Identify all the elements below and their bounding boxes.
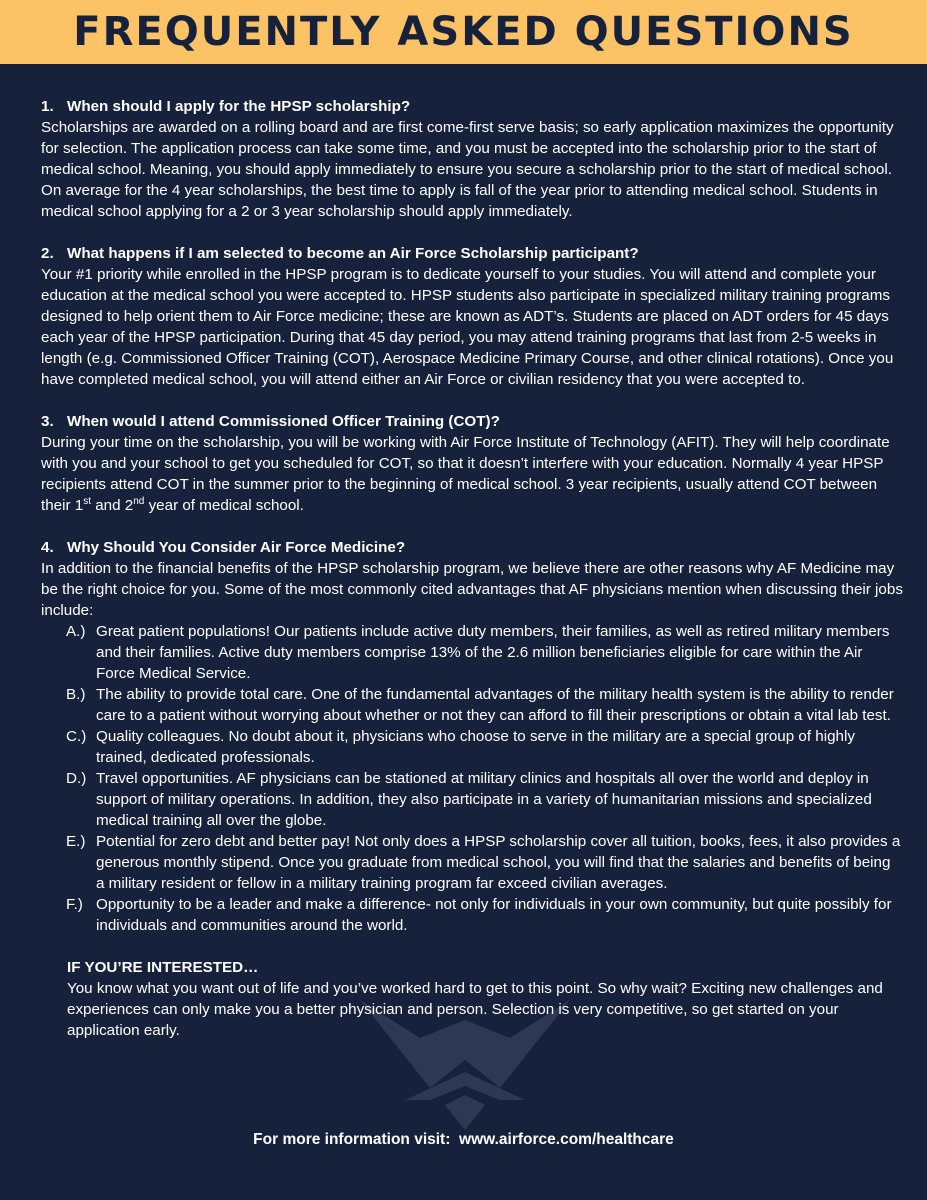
answer-text: Scholarships are awarded on a rolling board and are first come-first serve basis; so early application maximizes the opportunity for selection. The application process can take some time, and you must be accepted into the scholarship prior to the start of medical school. Meaning, you should apply immediately to ensure you secure a scholarship prior to the start of medical school. On average for the 4 year scholarships, the best time to apply is fall of the year prior to attending medical school. Students in medical school applying for a 2 or 3 year scholarship should apply immediately. [41, 119, 894, 220]
list-item: B.) The ability to provide total care. One of the fundamental advantages of the military health system is the ability to render care to a patient without worrying about whether or not they can afford to fill their prescriptions or obtain a vital lab test. [66, 686, 894, 724]
interested-section [67, 957, 903, 1041]
list-item: E.) Potential for zero debt and better pay! Not only does a HPSP scholarship cover all tuition, books, fees, it also provides a generous monthly stipend. Once you graduate from medical school, you will find that the salaries and benefits of being a military resident or fellow in a military training program far exceed civilian averages. [66, 833, 901, 892]
answer-text: In addition to the financial benefits of the HPSP scholarship program, we believe there are other reasons why AF Medicine may be the right choice for you. Some of the most commonly cited advantages that AF physicians mention when discussing their jobs include: [41, 560, 903, 619]
faq-item-4 [41, 537, 903, 936]
list-item: D.) Travel opportunities. AF physicians can be stationed at military clinics and hospitals all over the world and deploy in support of military operations. In addition, they also participate in a variety of humanitarian missions and specialized medical training all over the globe. [66, 770, 872, 829]
interested-heading: IF YOU’RE INTERESTED… [67, 959, 259, 976]
footer [0, 1131, 927, 1149]
interested-text: You know what you want out of life and you’ve worked hard to get to this point. So why wait? Exciting new challenges and experiences can only make you a better physician and person. Selection is very competitive, so get started on your application early. [67, 980, 883, 1039]
question-title: 4. Why Should You Consider Air Force Medicine? [41, 539, 406, 556]
footer-label: For more information visit: [253, 1131, 451, 1148]
faq-item-1 [41, 96, 903, 222]
list-item: C.) Quality colleagues. No doubt about it, physicians who choose to serve in the military are a special group of highly trained, dedicated professionals. [66, 728, 855, 766]
faq-content [41, 96, 903, 1041]
title-banner [0, 0, 927, 64]
advantages-list [41, 621, 903, 936]
faq-item-3 [41, 411, 903, 516]
question-title: 3. When would I attend Commissioned Officer Training (COT)? [41, 413, 500, 430]
list-item: F.) Opportunity to be a leader and make a difference- not only for individuals in your own community, but quite possibly for individuals and communities around the world. [66, 896, 892, 934]
page-title: FREQUENTLY ASKED QUESTIONS [73, 9, 854, 55]
question-title: 2. What happens if I am selected to become an Air Force Scholarship participant? [41, 245, 639, 262]
question-title: 1. When should I apply for the HPSP scholarship? [41, 98, 411, 115]
answer-text: During your time on the scholarship, you will be working with Air Force Institute of Technology (AFIT). They will help coordinate with you and your school to get you scheduled for COT, so that it doesn’t interfere with your education. Normally 4 year HPSP recipients attend COT in the summer prior to the beginning of medical school. 3 year recipients, usually attend COT between their 1st and 2nd year of medical school. [41, 434, 890, 514]
list-item: A.) Great patient populations! Our patients include active duty members, their families, as well as retired military members and their families. Active duty members comprise 13% of the 2.6 million beneficiaries eligible for care within the Air Force Medical Service. [66, 623, 890, 682]
faq-item-2 [41, 243, 903, 390]
answer-text: Your #1 priority while enrolled in the HPSP program is to dedicate yourself to your studies. You will attend and complete your education at the medical school you were accepted to. HPSP students also participate in specialized military training programs designed to help orient them to Air Force medicine; these are known as ADT’s. Students are placed on ADT orders for 45 days each year of the HPSP participation. During that 45 day period, you may attend training programs that last from 2-5 weeks in length (e.g. Commissioned Officer Training (COT), Aerospace Medicine Primary Course, and other clinical rotations). Once you have completed medical school, you will attend either an Air Force or civilian residency that you were accepted to. [41, 266, 894, 388]
footer-link[interactable]: www.airforce.com/healthcare [459, 1131, 674, 1148]
